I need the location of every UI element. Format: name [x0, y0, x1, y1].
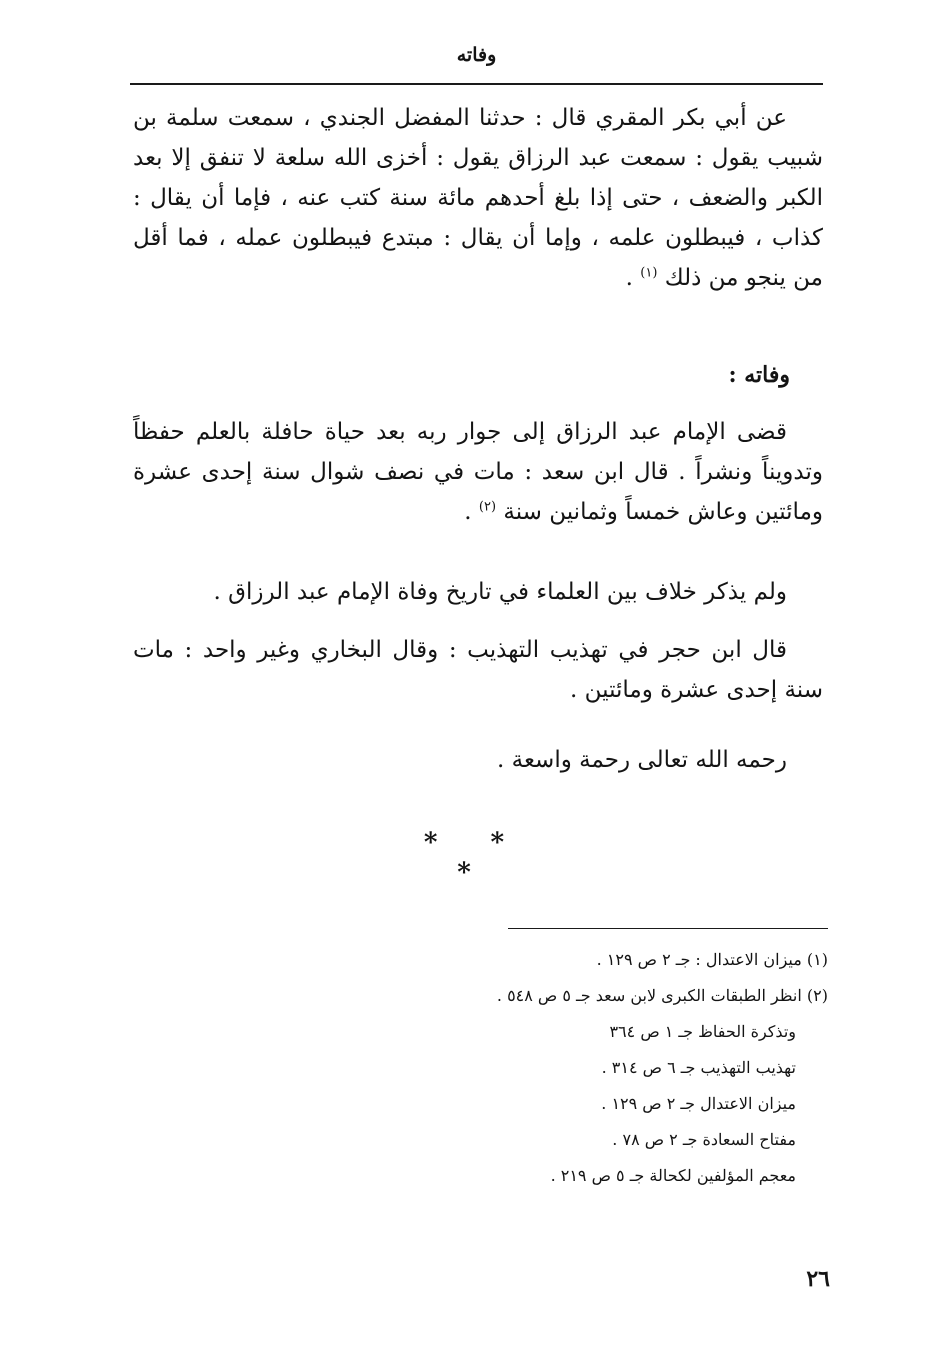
page-number: ٢٦ [806, 1266, 830, 1292]
footnote-2-ref: وتذكرة الحفاظ جـ ١ ص ٣٦٤ [609, 1022, 796, 1041]
footnote-rule [508, 928, 828, 929]
footnote-ref-2[interactable]: (٢) [478, 499, 497, 515]
paragraph-1-text: عن أبي بكر المقري قال : حدثنا المفضل الجندي ، سمعت سلمة بن شبيب يقول : سمعت عبد الرزاق يقول : أخزى الله سلعة لا تنفق إلا بعد الكبر والضعف ، حتى إذا بلغ أحدهم مائة سنة كتب عنه ، فإما أن يقال : كذاب ، فيبطلون علمه ، وإما أن يقال : مبتدع فيبطلون عمله ، فما أقل من ينجو من ذلك [133, 105, 823, 291]
footnotes [380, 942, 828, 1194]
paragraph-death [133, 412, 823, 532]
paragraph-prayer: رحمه الله تعالى رحمة واسعة . [497, 747, 787, 773]
section-separator: * * * [423, 828, 527, 888]
header-rule [130, 83, 823, 85]
paragraph-no-dispute: ولم يذكر خلاف بين العلماء في تاريخ وفاة الإمام عبد الرزاق . [213, 579, 787, 605]
footnote-2-ref: تهذيب التهذيب جـ ٦ ص ٣١٤ . [601, 1058, 796, 1077]
footnote-ref-1[interactable]: (١) [640, 265, 658, 281]
footnote-1: (١) ميزان الاعتدال : جـ ٢ ص ١٢٩ . [596, 950, 828, 969]
footnote-2-ref: مفتاح السعادة جـ ٢ ص ٧٨ . [612, 1130, 796, 1149]
paragraph-quote [133, 98, 823, 298]
paragraph-2-text: قضى الإمام عبد الرزاق إلى جوار ربه بعد حياة حافلة بالعلم حفظاً وتدويناً ونشراً . قال ابن سعد : مات في نصف شوال سنة إحدى عشرة ومائتين وعاش خمساً وثمانين سنة [133, 419, 823, 525]
section-heading: وفاته : [728, 362, 790, 388]
running-head: وفاته [456, 44, 497, 66]
paragraph-ibn-hajar: قال ابن حجر في تهذيب التهذيب : وقال البخاري وغير واحد : مات سنة إحدى عشرة ومائتين . [133, 637, 823, 703]
footnote-2-ref: معجم المؤلفين لكحالة جـ ٥ ص ٢١٩ . [550, 1166, 796, 1185]
paragraph-2-end: . [464, 499, 479, 525]
footnote-2: (٢) انظر الطبقات الكبرى لابن سعد جـ ٥ ص ٥٤٨ . [496, 986, 828, 1005]
paragraph-1-end: . [625, 265, 641, 291]
footnote-2-ref: ميزان الاعتدال جـ ٢ ص ١٢٩ . [601, 1094, 796, 1113]
